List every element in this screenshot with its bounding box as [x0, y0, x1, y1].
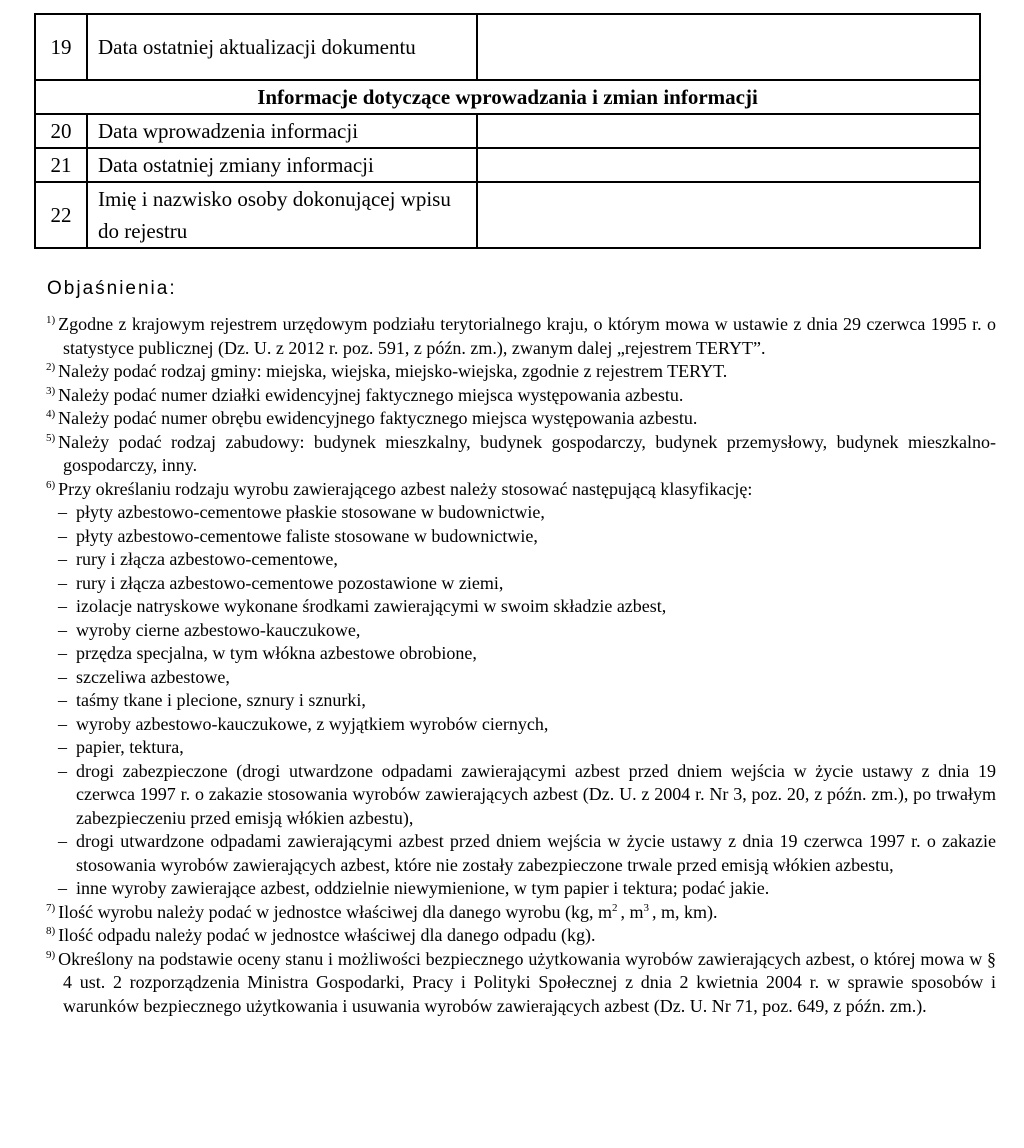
footnote-text: Należy podać numer działki ewidencyjnej faktycznego miejsca występowania azbestu. [58, 384, 684, 405]
list-item: – wyroby azbestowo-kauczukowe, z wyjątkiem wyrobów ciernych, [46, 713, 996, 737]
footnote-3 [46, 384, 996, 408]
row-label: Imię i nazwisko osoby dokonującej wpisu do rejestru [87, 182, 477, 248]
footnote-text-part: , m [620, 901, 644, 922]
classification-list [46, 501, 996, 901]
footnote-mark: 2) [46, 361, 56, 373]
footnote-text: Ilość odpadu należy podać w jednostce właściwej dla danego odpadu (kg). [58, 925, 596, 945]
footnote-1 [46, 313, 996, 360]
list-item: – przędza specjalna, w tym włókna azbestowe obrobione, [46, 642, 996, 666]
footnote-mark: 4) [46, 408, 56, 420]
footnotes [46, 313, 996, 1018]
row-value [477, 182, 980, 248]
row-value [477, 148, 980, 182]
footnote-text-part: Ilość wyrobu należy podać w jednostce właściwej dla danego wyrobu (kg, m [58, 901, 613, 922]
row-number: 20 [35, 114, 87, 148]
list-item: – inne wyroby zawierające azbest, oddzielnie niewymienione, w tym papier i tektura; podać jakie. [46, 877, 996, 901]
list-item: – rury i złącza azbestowo-cementowe pozostawione w ziemi, [46, 572, 996, 596]
list-item: – taśmy tkane i plecione, sznury i sznurki, [46, 689, 996, 713]
section-heading: Informacje dotyczące wprowadzania i zmian informacji [35, 80, 980, 114]
list-item: – drogi zabezpieczone (drogi utwardzone odpadami zawierającymi azbest przed dniem wejścia w życie ustawy z dnia 19 czerwca 1997 r. o zakazie stosowania wyrobów zawierających azbest (Dz. U. z 2004 r. Nr 3, poz. 20, z późn. zm.), po trwałym zabezpieczeniu przed emisją włókien azbestu), [46, 760, 996, 831]
table-row [35, 182, 980, 248]
footnote-text: Określony na podstawie oceny stanu i możliwości bezpiecznego użytkowania wyrobów zawierających azbest, o której mowa w § 4 ust. 2 rozporządzenia Ministra Gospodarki, Pracy i Polityki Społecznej z dnia 2 kwietnia 2004 r. w sprawie sposobów i warunków bezpiecznego użytkowania i usuwania wyrobów zawierających azbest (Dz. U. Nr 71, poz. 649, z późn. zm.). [58, 948, 996, 1016]
footnote-mark: 3) [46, 384, 56, 397]
footnote-mark: 5) [46, 431, 56, 444]
row-label: Data ostatniej aktualizacji dokumentu [87, 14, 477, 80]
list-item: – rury i złącza azbestowo-cementowe, [46, 548, 996, 572]
footnote-mark: 1) [46, 314, 56, 326]
row-number: 21 [35, 148, 87, 182]
list-item: – wyroby cierne azbestowo-kauczukowe, [46, 619, 996, 643]
footnote-text: Przy określaniu rodzaju wyrobu zawierającego azbest należy stosować następującą klasyfikację: [58, 478, 753, 499]
table-section-row [35, 80, 980, 114]
row-value [477, 114, 980, 148]
row-label: Data ostatniej zmiany informacji [87, 148, 477, 182]
footnote-text: Należy podać numer obrębu ewidencyjnego faktycznego miejsca występowania azbestu. [58, 408, 698, 428]
list-item: – szczeliwa azbestowe, [46, 666, 996, 690]
register-table [34, 13, 981, 249]
list-item: – płyty azbestowo-cementowe faliste stosowane w budownictwie, [46, 525, 996, 549]
footnote-mark: 8) [46, 925, 56, 937]
list-item: – drogi utwardzone odpadami zawierającymi azbest przed dniem wejścia w życie ustawy z dnia 19 czerwca 1997 r. o zakazie stosowania wyrobów zawierających azbest, które nie zostały zabezpieczone trwale przed emisją włókien azbestu, [46, 830, 996, 877]
footnote-mark: 7) [46, 901, 56, 914]
footnote-4 [46, 407, 996, 431]
footnote-8 [46, 924, 996, 948]
footnote-mark: 9) [46, 948, 56, 961]
list-item: – izolacje natryskowe wykonane środkami zawierającymi w swoim składzie azbest, [46, 595, 996, 619]
footnote-6 [46, 478, 996, 502]
footnote-2 [46, 360, 996, 384]
footnote-5 [46, 431, 996, 478]
row-number: 19 [35, 14, 87, 80]
superscript-3: 3 [643, 901, 650, 914]
footnote-mark: 6) [46, 478, 56, 491]
footnote-9 [46, 948, 996, 1019]
table-row [35, 148, 980, 182]
row-number: 22 [35, 182, 87, 248]
footnote-text: Należy podać rodzaj gminy: miejska, wiejska, miejsko-wiejska, zgodnie z rejestrem TERYT. [58, 361, 728, 381]
explanations-title: Objaśnienia: [47, 278, 177, 299]
footnote-text: Zgodne z krajowym rejestrem urzędowym podziału terytorialnego kraju, o którym mowa w ustawie z dnia 29 czerwca 1995 r. o statystyce publicznej (Dz. U. z 2012 r. poz. 591, z późn. zm.), zwanym dalej „rejestrem TERYT”. [58, 314, 996, 358]
footnote-text-part: , m, km). [652, 901, 718, 922]
list-item: – płyty azbestowo-cementowe płaskie stosowane w budownictwie, [46, 501, 996, 525]
superscript-2: 2 [612, 901, 618, 914]
row-value [477, 14, 980, 80]
row-label: Data wprowadzenia informacji [87, 114, 477, 148]
table-row [35, 14, 980, 80]
table-row [35, 114, 980, 148]
footnote-7 [46, 901, 996, 925]
footnote-text: Należy podać rodzaj zabudowy: budynek mieszkalny, budynek gospodarczy, budynek przemysłowy, budynek mieszkalno-gospodarczy, inny. [58, 431, 996, 475]
list-item: – papier, tektura, [46, 736, 996, 760]
